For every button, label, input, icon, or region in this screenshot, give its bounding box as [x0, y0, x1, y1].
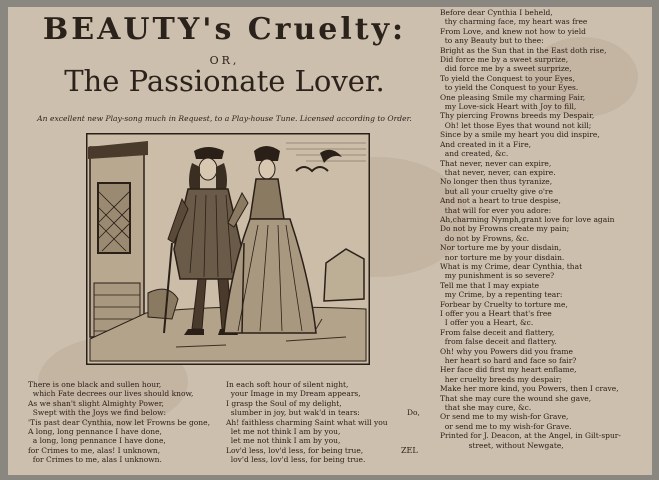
verse-column-middle — [226, 380, 426, 465]
verse-line: your Image in my Dream appears, — [226, 389, 361, 399]
verse-line: Do not by Frowns create my pain; — [440, 224, 570, 234]
verse-line: Since by a smile my heart you did inspire, — [440, 130, 600, 140]
verse-line: Ah,charming Nymph,grant love for love again — [440, 214, 615, 224]
verse-line: A long, long pennance I have done, — [28, 427, 162, 437]
verse-line: nor torture me by your disdain. — [440, 252, 565, 262]
verse-line: That never, never can expire, — [440, 158, 552, 168]
verse-line: What is my Crime, dear Cynthia, that — [440, 261, 583, 271]
verse-line: street, without Newgate, — [440, 440, 564, 450]
verse-line: to any Beauty but to thee: — [440, 36, 544, 46]
verse-line: I grasp the Soul of my delight, — [226, 398, 342, 408]
verse-line: No longer then thus tyranize, — [440, 177, 553, 187]
verse-line: her cruelty breeds my despair; — [440, 374, 562, 384]
verse-line: Thy piercing Frowns breeds my Despair, — [440, 111, 595, 121]
margin-note: Do, — [407, 408, 420, 417]
verse-line: Make her more kind, you Powers, then I crave, — [440, 384, 619, 394]
verse-line: Oh! let those Eyes that wound not kill; — [440, 120, 592, 130]
verse-line: which Fate decrees our lives should know, — [28, 389, 194, 399]
verse-line: from false deceit and flattery. — [440, 337, 557, 347]
verse-line: I offer you a Heart, &c. — [440, 318, 534, 328]
verse-line: slumber in joy, but wak'd in tears: — [226, 408, 360, 418]
verse-line: There is one black and sullen hour, — [28, 380, 162, 389]
title-line-1: BEAUTY's Cruelty: — [42, 12, 407, 47]
verse-line: Lov'd less, lov'd less, for being true, — [226, 445, 364, 455]
verse-line: to yield the Conquest to your Eyes. — [440, 83, 579, 93]
verse-line: thy charming face, my heart was free — [440, 17, 588, 27]
woodcut-couple-icon — [86, 133, 370, 365]
verse-line: And not a heart to true despise, — [440, 196, 561, 206]
verse-line: Did force me by a sweet surprize, — [440, 55, 569, 65]
verse-line: for Crimes to me, alas I unknown. — [28, 455, 162, 465]
verse-line: my Love-sick Heart with Joy to fill, — [440, 102, 577, 112]
subtitle: An excellent new Play-song much in Request, to a Play-house Tune. Licensed according to Order. — [37, 114, 412, 123]
verse-line: Ah! faithless charming Saint what will you — [226, 417, 388, 427]
verse-line: 'Tis past dear Cynthia, now let Frowns be gone, — [28, 417, 210, 427]
title-or: OR, — [209, 54, 240, 67]
verse-line: In each soft hour of silent night, — [226, 380, 349, 389]
verse-column-left — [28, 380, 224, 465]
verse-line: To yield the Conquest to your Eyes, — [440, 73, 575, 83]
verse-line: and created, &c. — [440, 149, 509, 159]
verse-line: do not by Frowns, &c. — [440, 233, 530, 243]
catchword: ZEL — [401, 446, 418, 455]
verse-line: That she may cure the wound she gave, — [440, 393, 592, 403]
verse-line: As we shan't slight Almighty Power, — [28, 398, 164, 408]
verse-line: my punishment is so severe? — [440, 271, 555, 281]
verse-line: but all your cruelty give o're — [440, 186, 553, 196]
verse-line: Oh! why you Powers did you frame — [440, 346, 573, 356]
verse-line: Forbear by Cruelty to torture me, — [440, 299, 568, 309]
verse-line: that she may cure, &c. — [440, 403, 532, 413]
verse-line: for Crimes to me, alas! I unknown, — [28, 445, 161, 455]
verse-line: did force me by a sweet surprize, — [440, 64, 572, 74]
verse-line: let me not think I am by you, — [226, 427, 341, 437]
verse-line: Tell me that I may expiate — [440, 280, 540, 290]
verse-line: Printed for J. Deacon, at the Angel, in Gilt-spur- — [440, 431, 621, 441]
verse-line: From false deceit and flattery, — [440, 327, 555, 337]
verse-line: From Love, and knew not how to yield — [440, 26, 586, 36]
verse-line: that never, never, can expire. — [440, 167, 556, 177]
verse-line: I offer you a Heart that's free — [440, 309, 552, 318]
verse-line: or send me to my wish-for Grave. — [440, 421, 572, 431]
verse-line: her heart so hard and face so fair? — [440, 356, 577, 366]
verse-line: Nor torture me by your disdain, — [440, 243, 562, 253]
verse-line: Or send me to my wish-for Grave, — [440, 412, 569, 422]
verse-line: Her face did first my heart enflame, — [440, 365, 577, 375]
verse-line: One pleasing Smile my charming Fair, — [440, 92, 586, 102]
verse-line: lov'd less, lov'd less, for being true. — [226, 455, 366, 465]
verse-line: my Crime, by a repenting tear: — [440, 290, 563, 300]
verse-column-right — [440, 8, 638, 450]
title-line-2: The Passionate Lover. — [64, 64, 385, 98]
verse-line: Bright as the Sun that in the East doth rise, — [440, 45, 607, 55]
verse-line: let me not think I am by you, — [226, 436, 341, 446]
verse-line: And created in it a Fire, — [440, 139, 532, 149]
verse-line: a long, long pennance I have done, — [28, 436, 166, 446]
verse-line: Swept with the Joys we find below: — [28, 408, 167, 418]
verse-line: Before dear Cynthia I beheld, — [440, 8, 553, 17]
verse-line: that will for ever you adore: — [440, 205, 552, 215]
